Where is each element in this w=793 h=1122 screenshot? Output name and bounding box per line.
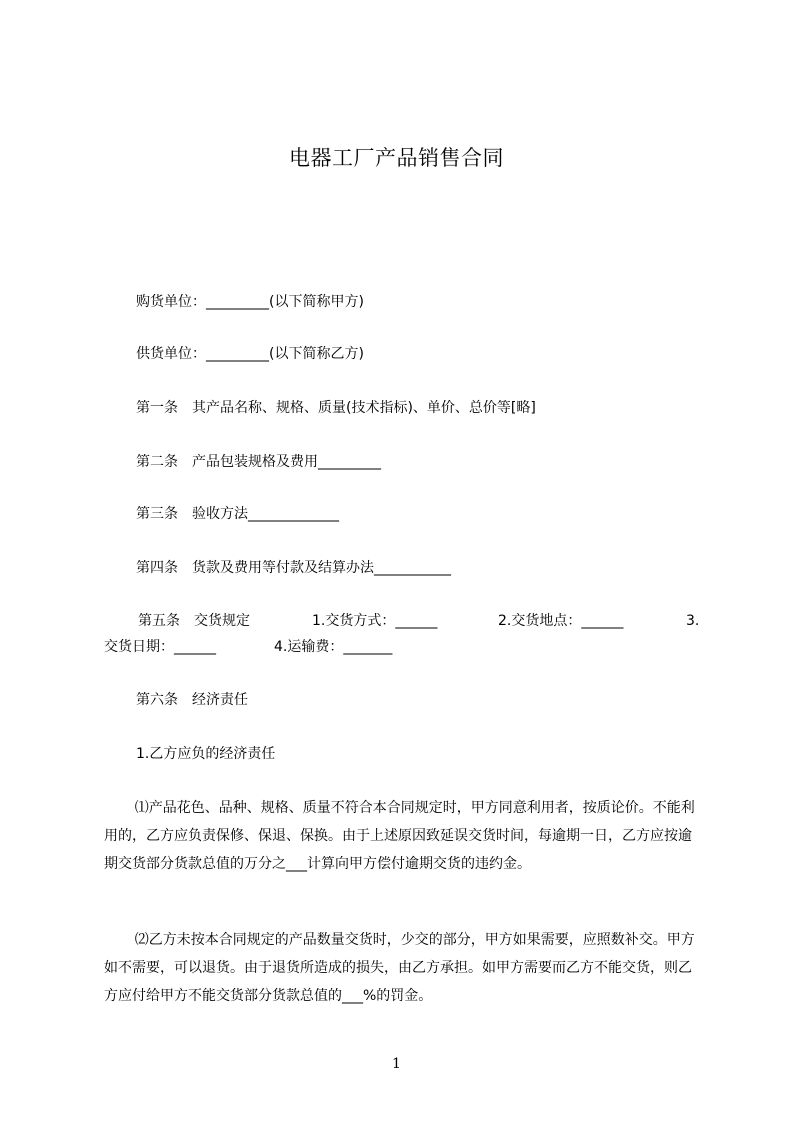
article-5-heading: 第五条 交货规定 — [138, 613, 250, 629]
supplier-line: 供货单位：_________(以下简称乙方) — [136, 346, 364, 362]
section-1-heading: 1.乙方应负的经济责任 — [136, 746, 276, 762]
article-4: 第四条 货款及费用等付款及结算办法___________ — [136, 560, 451, 576]
page-number: 1 — [392, 1056, 401, 1072]
transport-fee: 4.运输费：_______ — [274, 639, 393, 655]
purchaser-line: 购货单位：_________(以下简称甲方) — [136, 294, 364, 310]
article-6: 第六条 经济责任 — [136, 692, 248, 708]
clause-2: ⑵乙方未按本合同规定的产品数量交货时，少交的部分，甲方如果需要，应照数补交。甲方如不需要，可以退货。由于退货所造成的损失，由乙方承担。如甲方需要而乙方不能交货，则乙方应付给甲方不能交货部分货款总值的___%的罚金。 — [104, 932, 695, 1004]
clause-1: ⑴产品花色、品种、规格、质量不符合本合同规定时，甲方同意利用者，按质论价。不能利用的，乙方应负责保修、保退、保换。由于上述原因致延误交货时间，每逾期一日，乙方应按逾期交货部分货款总值的万分之___计算向甲方偿付逾期交货的违约金。 — [104, 800, 695, 872]
delivery-date: 交货日期：______ — [104, 639, 216, 655]
article-3: 第三条 验收方法_____________ — [136, 506, 339, 522]
delivery-method: 1.交货方式：______ — [312, 613, 438, 629]
article-2: 第二条 产品包装规格及费用_________ — [136, 454, 381, 470]
article-1: 第一条 其产品名称、规格、质量(技术指标)、单价、总价等[略] — [136, 400, 536, 416]
delivery-location: 2.交货地点：______ — [498, 613, 624, 629]
document-title: 电器工厂产品销售合同 — [289, 146, 504, 170]
delivery-date-number: 3. — [686, 613, 700, 629]
